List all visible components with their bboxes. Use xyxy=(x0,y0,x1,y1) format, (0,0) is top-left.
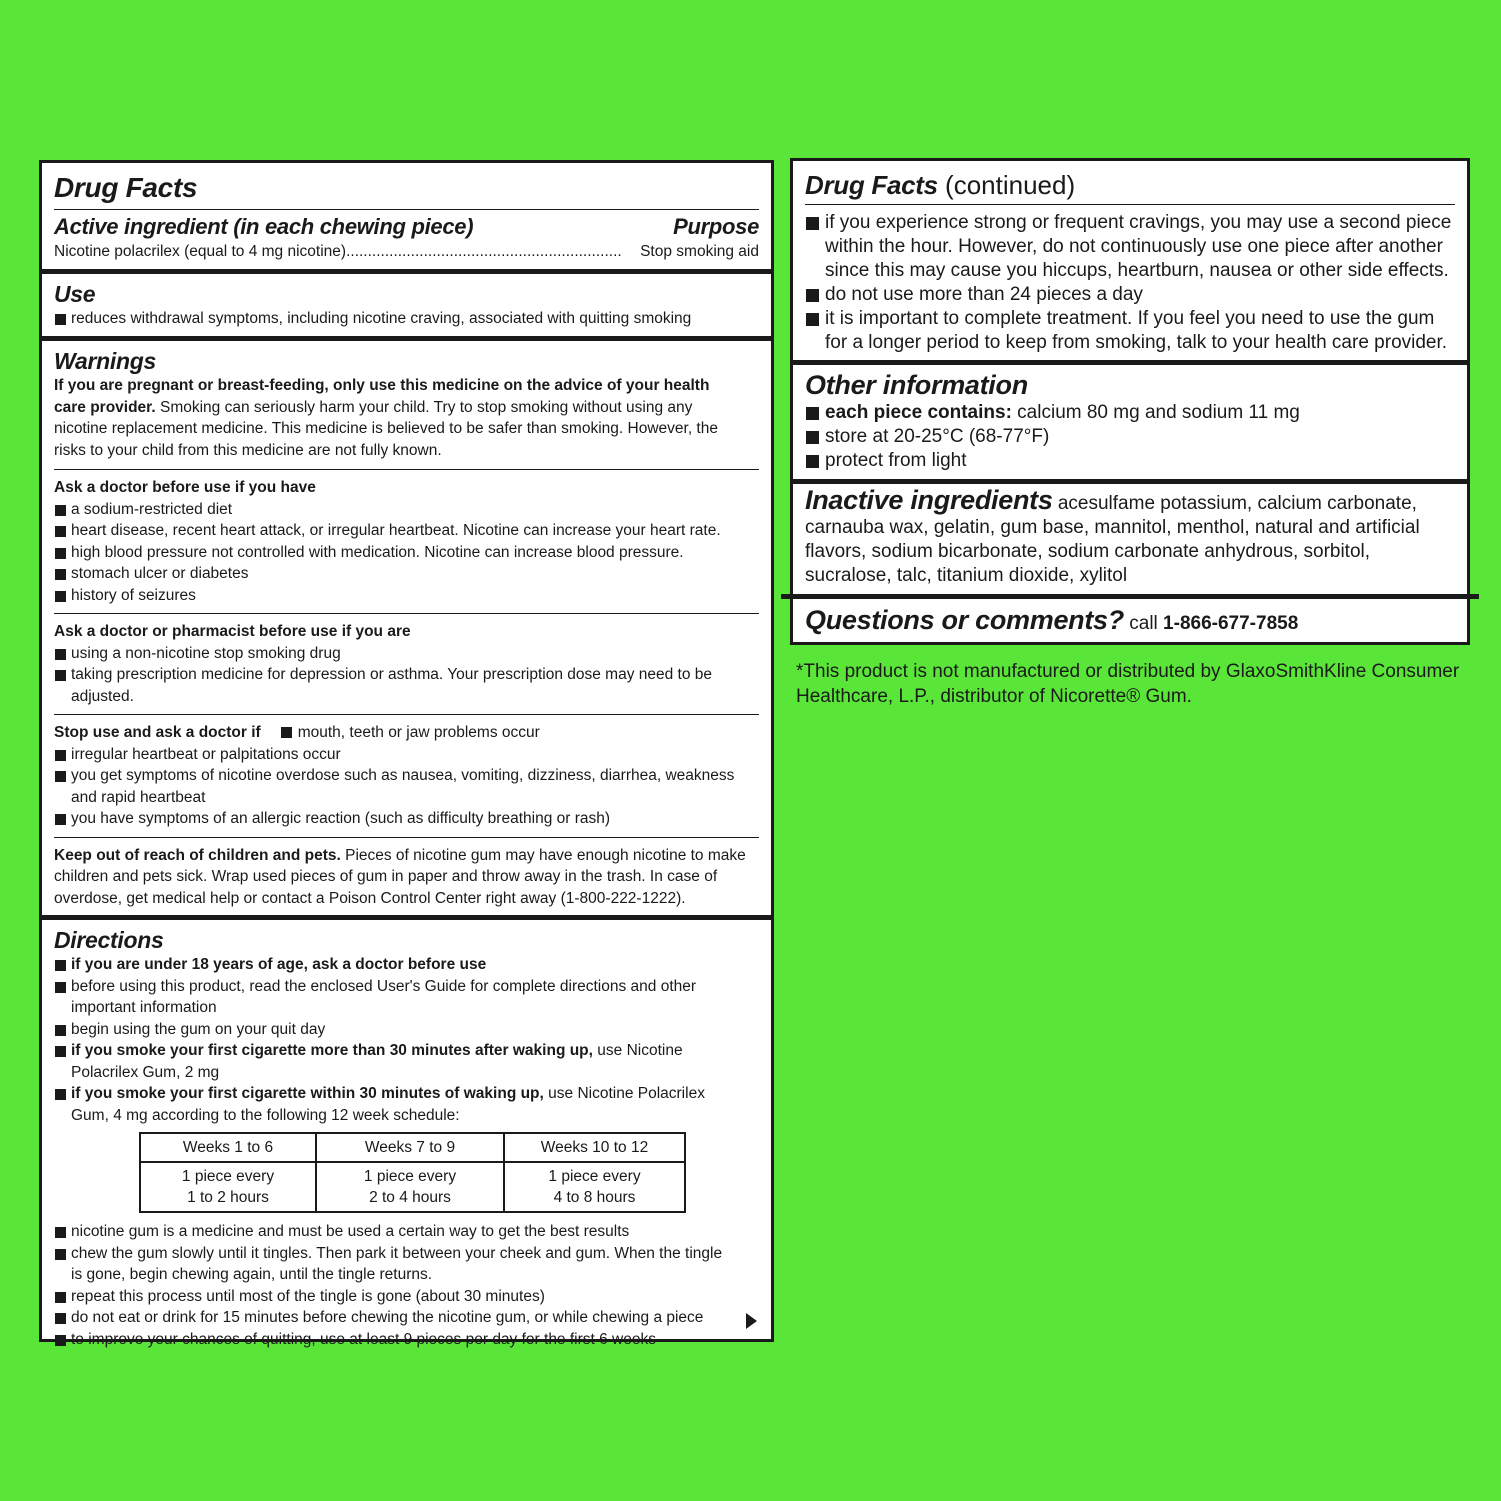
ask-pharmacist-heading: Ask a doctor or pharmacist before use if you are xyxy=(54,623,411,640)
direction-bold: if you smoke your first cigarette within 30 minutes of waking up, xyxy=(71,1085,544,1102)
pregnancy-warning-text: Smoking can seriously harm your child. Try to stop smoking without using any nicotine replacement medicine. This medicine is believed to be safer than smoking. However, the risks to your child from this medicine are not fully known. xyxy=(54,398,718,459)
direction-text: use Nicotine Polacrilex Gum, 4 mg according to the following 12 week schedule: xyxy=(71,1085,705,1124)
cell-line: 2 to 4 hours xyxy=(369,1189,451,1206)
table-header-cell: Weeks 1 to 6 xyxy=(140,1133,316,1162)
list-item xyxy=(805,401,1455,425)
list-item xyxy=(54,1083,719,1126)
list-item: irregular heartbeat or palpitations occur xyxy=(54,744,759,766)
direction-bold: if you smoke your first cigarette more than 30 minutes after waking up, xyxy=(71,1042,593,1059)
list-item: nicotine gum is a medicine and must be used a certain way to get the best results xyxy=(54,1221,729,1243)
list-item: you get symptoms of nicotine overdose such as nausea, vomiting, dizziness, diarrhea, weakness and rapid heartbeat xyxy=(54,765,759,808)
list-item: repeat this process until most of the tingle is gone (about 30 minutes) xyxy=(54,1286,729,1308)
active-ingredient-value: Nicotine polacrilex (equal to 4 mg nicotine) xyxy=(54,243,347,260)
list-item: it is important to complete treatment. If you feel you need to use the gum for a longer period to keep from smoking, talk to your health care provider. xyxy=(805,307,1455,355)
table-header-cell: Weeks 7 to 9 xyxy=(316,1133,504,1162)
table-cell xyxy=(316,1162,504,1212)
list-item: do not eat or drink for 15 minutes before chewing the nicotine gum, or while chewing a piece xyxy=(54,1307,729,1329)
use-heading: Use xyxy=(54,280,96,307)
questions-heading: Questions or comments? xyxy=(805,605,1124,635)
other-info-bold: each piece contains: xyxy=(825,402,1012,423)
inactive-ingredients-text: acesulfame potassium, calcium carbonate, carnauba wax, gelatin, gum base, mannitol, menthol, natural and artificial flavors, sodium bicarbonate, sodium carbonate anhydrous, sorbitol, sucralose, talc, titanium dioxide, xylitol xyxy=(805,493,1420,586)
inactive-ingredients-heading: Inactive ingredients xyxy=(805,485,1053,515)
stop-use-heading: Stop use and ask a doctor if xyxy=(54,724,261,741)
panel-title-main: Drug Facts xyxy=(805,170,938,200)
list-item: if you experience strong or frequent cravings, you may use a second piece within the hour. However, do not continuously use one piece after another since this may cause you hiccups, heartburn, nausea or other side effects. xyxy=(805,211,1455,283)
continue-arrow-icon xyxy=(746,1313,757,1329)
leader-dots: ................................................................ xyxy=(346,243,622,260)
phone-number: 1-866-677-7858 xyxy=(1163,613,1299,634)
panel-title: Drug Facts xyxy=(54,172,198,203)
list-item: heart disease, recent heart attack, or irregular heartbeat. Nicotine can increase your heart rate. xyxy=(54,520,759,542)
keep-out-bold: Keep out of reach of children and pets. xyxy=(54,846,341,864)
list-item: a sodium-restricted diet xyxy=(54,499,759,521)
list-item: using a non-nicotine stop smoking drug xyxy=(54,643,719,665)
active-ingredient-heading: Active ingredient (in each chewing piece) xyxy=(54,214,474,239)
table-header-cell: Weeks 10 to 12 xyxy=(504,1133,685,1162)
pregnancy-warning xyxy=(54,375,759,461)
direction-text: use Nicotine Polacrilex Gum, 2 mg xyxy=(71,1042,683,1081)
purpose-value: Stop smoking aid xyxy=(640,243,759,260)
list-item: chew the gum slowly until it tingles. Then park it between your cheek and gum. When the tingle is gone, begin chewing again, until the tingle returns. xyxy=(54,1243,729,1286)
other-information-heading: Other information xyxy=(805,370,1028,400)
footnote: *This product is not manufactured or distributed by GlaxoSmithKline Consumer Healthcare, L.P., distributor of Nicorette® Gum. xyxy=(796,661,1460,707)
cell-line: 4 to 8 hours xyxy=(553,1189,636,1206)
table-cell xyxy=(140,1162,316,1212)
list-item: protect from light xyxy=(805,449,1455,473)
questions-call: call xyxy=(1123,613,1164,634)
list-item: taking prescription medicine for depression or asthma. Your prescription dose may need to be adjusted. xyxy=(54,664,719,707)
list-item: to improve your chances of quitting, use at least 9 pieces per day for the first 6 weeks xyxy=(54,1329,729,1351)
list-item: do not use more than 24 pieces a day xyxy=(805,283,1455,307)
table-row xyxy=(140,1162,685,1212)
list-item: begin using the gum on your quit day xyxy=(54,1019,719,1041)
dosing-schedule-table xyxy=(139,1132,686,1213)
inactive-ingredients xyxy=(805,485,1455,588)
list-item: reduces withdrawal symptoms, including nicotine craving, associated with quitting smoking xyxy=(54,308,759,330)
keep-out-of-reach xyxy=(54,845,759,916)
cell-line: 1 piece every xyxy=(548,1168,641,1185)
warnings-heading: Warnings xyxy=(54,348,156,374)
other-info-text: calcium 80 mg and sodium 11 mg xyxy=(1011,402,1300,423)
panel-title xyxy=(805,169,1455,201)
list-item: if you are under 18 years of age, ask a doctor before use xyxy=(54,954,719,976)
panel-title-suffix: (continued) xyxy=(937,170,1076,200)
list-item: history of seizures xyxy=(54,585,759,607)
ask-doctor-heading: Ask a doctor before use if you have xyxy=(54,479,316,496)
list-item: you have symptoms of an allergic reaction (such as difficulty breathing or rash) xyxy=(54,808,759,830)
list-item: high blood pressure not controlled with medication. Nicotine can increase blood pressure. xyxy=(54,542,759,564)
active-ingredient-row xyxy=(54,241,759,269)
pregnancy-warning-bold: If you are pregnant or breast-feeding, only use this medicine on the advice of your health care provider. xyxy=(54,377,710,416)
stop-use-first-item: mouth, teeth or jaw problems occur xyxy=(297,724,540,741)
drug-facts-continued-panel xyxy=(790,158,1470,645)
list-item: before using this product, read the enclosed User's Guide for complete directions and other important information xyxy=(54,976,719,1019)
cell-line: 1 piece every xyxy=(181,1168,275,1185)
keep-out-text: Pieces of nicotine gum may have enough nicotine to make children and pets sick. Wrap used pieces of gum in paper and throw away in the trash. In case of overdose, get medical help or contact a Poison Control Center right away (1-800-222-1222). xyxy=(54,846,746,907)
purpose-heading: Purpose xyxy=(673,214,759,239)
list-item: store at 20-25°C (68-77°F) xyxy=(805,425,1455,449)
table-cell xyxy=(504,1162,685,1212)
directions-heading: Directions xyxy=(54,927,164,953)
list-item xyxy=(54,1040,719,1083)
cell-line: 1 piece every xyxy=(363,1168,457,1185)
questions-row xyxy=(805,603,1455,641)
drug-facts-panel xyxy=(39,160,774,1348)
stop-use-row xyxy=(54,722,759,744)
table-row xyxy=(140,1133,685,1162)
cell-line: 1 to 2 hours xyxy=(187,1189,269,1206)
list-item: stomach ulcer or diabetes xyxy=(54,563,759,585)
